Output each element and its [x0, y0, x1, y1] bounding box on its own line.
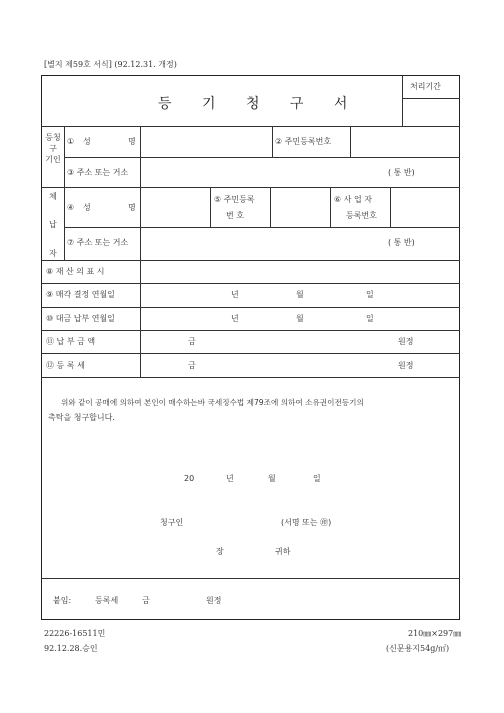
registration-tax-won: 원정: [398, 361, 414, 370]
row-line: [41, 307, 460, 308]
delinquent-group-char: 체: [49, 192, 57, 201]
amount-won: 원정: [398, 337, 414, 346]
row-line: [41, 126, 460, 127]
addressee-jang: 장: [216, 547, 224, 556]
row-line: [41, 578, 460, 579]
applicant-group-line: 등청: [45, 133, 61, 142]
row-line: [41, 377, 460, 378]
statement-line-2: 촉탁을 청구합니다.: [48, 413, 115, 422]
payment-date-month: 월: [296, 314, 304, 323]
payment-date-year: 년: [231, 314, 239, 323]
date-prefix: 20: [184, 474, 195, 483]
amount-geum: 금: [188, 337, 196, 346]
attachment-won: 원정: [206, 596, 222, 605]
row-line: [64, 157, 460, 158]
footer-paper-type: (신문용지54g/㎡): [386, 644, 450, 653]
footer-form-number: 22226-16511민: [44, 629, 106, 638]
amount-label: ⑪ 납 부 금 액: [46, 337, 96, 346]
property-label: ⑧ 재 산 의 표 시: [46, 267, 105, 276]
form-reference: [별지 제59호 서식] (92.12.31. 개정): [44, 60, 177, 69]
row-line: [41, 187, 460, 188]
col-line: [390, 187, 391, 227]
attachment-geum: 금: [142, 596, 150, 605]
col-line: [350, 126, 351, 157]
payment-date-day: 일: [366, 314, 374, 323]
row-line: [41, 283, 460, 284]
row-line: [41, 353, 460, 354]
claimant-label: 청구인: [160, 518, 184, 527]
delinquent-group-char: 자: [49, 249, 57, 258]
signature-label: (서명 또는 ㊞): [281, 518, 332, 527]
applicant-address-label: ③ 주소 또는 거소: [67, 168, 129, 177]
date-year: 년: [226, 474, 234, 483]
sale-date-label: ⑨ 매각 결정 연월일: [46, 290, 115, 299]
addressee-gwiha: 귀하: [275, 547, 291, 556]
sale-date-month: 월: [296, 290, 304, 299]
payment-date-label: ⑩ 대금 납부 연월일: [46, 314, 115, 323]
date-month: 월: [268, 474, 276, 483]
date-day: 일: [313, 474, 321, 483]
processing-line: [402, 98, 460, 99]
col-line: [272, 126, 273, 157]
delinquent-name-label-a: 성: [83, 203, 91, 212]
applicant-address-tong: ( 통 반): [388, 168, 415, 177]
delinquent-name-label-b: 명: [128, 203, 136, 212]
attachment-item: 등록세: [95, 596, 119, 605]
applicant-name-label-a: 성: [83, 137, 91, 146]
delinquent-rrn-label-1: ⑤ 주민등록: [214, 195, 255, 204]
col-line: [64, 126, 65, 260]
processing-divider: [402, 75, 403, 126]
sale-date-year: 년: [231, 290, 239, 299]
applicant-group-line: 구: [49, 144, 57, 153]
applicant-name-label-b: 명: [128, 137, 136, 146]
delinquent-rrn-label-2: 번 호: [226, 211, 244, 220]
row-line: [41, 330, 460, 331]
applicant-group-label: [42, 132, 64, 165]
delinquent-biz-label-2: 등록번호: [346, 211, 377, 220]
registration-tax-geum: 금: [188, 361, 196, 370]
row-line: [64, 227, 460, 228]
col-line: [140, 126, 141, 377]
applicant-group-line: 기인: [45, 155, 61, 164]
attachment-label: 붙임:: [53, 596, 72, 605]
delinquent-name-no: ④: [67, 203, 75, 212]
footer-paper-size: 210㎜×297㎜: [408, 629, 462, 638]
delinquent-biz-label-1: ⑥ 사 업 자: [334, 195, 372, 204]
registration-tax-label: ⑫ 등 록 세: [46, 361, 85, 370]
statement-line-1: 위와 같이 공매에 의하여 본인이 매수하는바 국세징수법 제79조에 의하여 소유권이전등기의: [61, 398, 364, 407]
form-title: 등 기 청 구 서: [158, 96, 361, 112]
delinquent-address-label: ⑦ 주소 또는 거소: [67, 238, 129, 247]
delinquent-address-tong: ( 통 반): [388, 238, 415, 247]
applicant-rrn-label: ② 주민등록번호: [275, 137, 332, 146]
sale-date-day: 일: [366, 290, 374, 299]
col-line: [330, 187, 331, 227]
processing-period-label: 처리기간: [410, 82, 441, 91]
delinquent-group-char: 납: [49, 220, 57, 229]
row-line: [41, 260, 460, 261]
footer-approval-date: 92.12.28.승인: [44, 644, 98, 653]
applicant-name-no: ①: [67, 137, 75, 146]
col-line: [210, 187, 211, 227]
col-line: [270, 187, 271, 227]
